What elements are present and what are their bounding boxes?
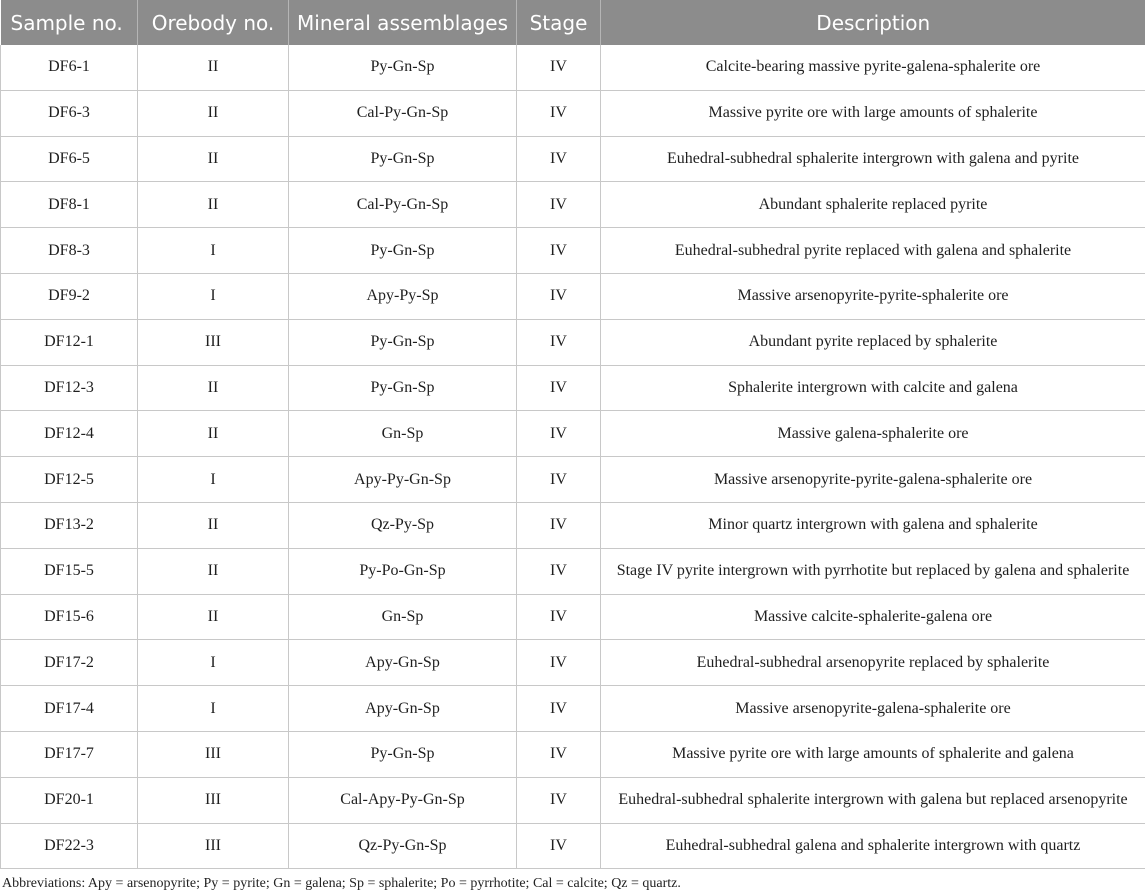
cell-sample-no: DF8-3 [1, 228, 138, 274]
cell-stage: IV [517, 548, 601, 594]
cell-sample-no: DF9-2 [1, 273, 138, 319]
cell-stage: IV [517, 228, 601, 274]
cell-stage: IV [517, 182, 601, 228]
cell-stage: IV [517, 90, 601, 136]
cell-orebody-no: III [138, 319, 289, 365]
cell-description: Massive galena-sphalerite ore [601, 411, 1145, 457]
cell-description: Stage IV pyrite intergrown with pyrrhotite but replaced by galena and sphalerite [601, 548, 1145, 594]
table-row [1, 502, 1145, 548]
cell-stage: IV [517, 45, 601, 90]
table-row [1, 548, 1145, 594]
cell-orebody-no: II [138, 182, 289, 228]
cell-mineral-assemblages: Gn-Sp [289, 594, 517, 640]
cell-stage: IV [517, 273, 601, 319]
cell-sample-no: DF15-6 [1, 594, 138, 640]
cell-stage: IV [517, 731, 601, 777]
cell-stage: IV [517, 319, 601, 365]
cell-description: Massive arsenopyrite-galena-sphalerite ore [601, 686, 1145, 732]
cell-description: Euhedral-subhedral galena and sphalerite intergrown with quartz [601, 823, 1145, 869]
cell-stage: IV [517, 365, 601, 411]
cell-description: Minor quartz intergrown with galena and sphalerite [601, 502, 1145, 548]
cell-sample-no: DF6-3 [1, 90, 138, 136]
table-row [1, 823, 1145, 869]
table-row [1, 365, 1145, 411]
cell-stage: IV [517, 411, 601, 457]
cell-description: Euhedral-subhedral sphalerite intergrown with galena and pyrite [601, 136, 1145, 182]
table-row [1, 594, 1145, 640]
cell-sample-no: DF6-5 [1, 136, 138, 182]
cell-sample-no: DF12-3 [1, 365, 138, 411]
cell-orebody-no: I [138, 228, 289, 274]
cell-orebody-no: III [138, 823, 289, 869]
cell-description: Massive pyrite ore with large amounts of sphalerite and galena [601, 731, 1145, 777]
cell-mineral-assemblages: Qz-Py-Sp [289, 502, 517, 548]
cell-mineral-assemblages: Py-Gn-Sp [289, 365, 517, 411]
cell-description: Sphalerite intergrown with calcite and galena [601, 365, 1145, 411]
cell-mineral-assemblages: Py-Gn-Sp [289, 45, 517, 90]
table-row [1, 731, 1145, 777]
table-row [1, 45, 1145, 90]
cell-orebody-no: II [138, 90, 289, 136]
cell-orebody-no: I [138, 273, 289, 319]
cell-stage: IV [517, 777, 601, 823]
cell-sample-no: DF17-4 [1, 686, 138, 732]
cell-mineral-assemblages: Cal-Apy-Py-Gn-Sp [289, 777, 517, 823]
cell-mineral-assemblages: Py-Gn-Sp [289, 319, 517, 365]
cell-orebody-no: II [138, 502, 289, 548]
cell-description: Euhedral-subhedral arsenopyrite replaced by sphalerite [601, 640, 1145, 686]
cell-sample-no: DF13-2 [1, 502, 138, 548]
table-row [1, 411, 1145, 457]
cell-orebody-no: I [138, 640, 289, 686]
cell-sample-no: DF8-1 [1, 182, 138, 228]
cell-description: Abundant sphalerite replaced pyrite [601, 182, 1145, 228]
cell-orebody-no: II [138, 594, 289, 640]
header-sample-no: Sample no. [1, 0, 138, 45]
cell-orebody-no: I [138, 457, 289, 503]
cell-mineral-assemblages: Cal-Py-Gn-Sp [289, 182, 517, 228]
abbreviations-footnote: Abbreviations: Apy = arsenopyrite; Py = pyrite; Gn = galena; Sp = sphalerite; Po = pyrrhotite; Cal = calcite; Qz = quartz. [2, 876, 681, 891]
cell-description: Massive calcite-sphalerite-galena ore [601, 594, 1145, 640]
cell-stage: IV [517, 823, 601, 869]
cell-sample-no: DF12-4 [1, 411, 138, 457]
cell-description: Euhedral-subhedral sphalerite intergrown with galena but replaced arsenopyrite [601, 777, 1145, 823]
cell-mineral-assemblages: Apy-Gn-Sp [289, 640, 517, 686]
cell-sample-no: DF15-5 [1, 548, 138, 594]
cell-sample-no: DF12-1 [1, 319, 138, 365]
cell-mineral-assemblages: Cal-Py-Gn-Sp [289, 90, 517, 136]
cell-sample-no: DF17-2 [1, 640, 138, 686]
cell-orebody-no: II [138, 365, 289, 411]
cell-description: Abundant pyrite replaced by sphalerite [601, 319, 1145, 365]
cell-mineral-assemblages: Gn-Sp [289, 411, 517, 457]
header-mineral-assemblages: Mineral assemblages [289, 0, 517, 45]
table-row [1, 686, 1145, 732]
cell-sample-no: DF17-7 [1, 731, 138, 777]
cell-sample-no: DF22-3 [1, 823, 138, 869]
cell-description: Euhedral-subhedral pyrite replaced with galena and sphalerite [601, 228, 1145, 274]
header-orebody-no: Orebody no. [138, 0, 289, 45]
table-row [1, 136, 1145, 182]
cell-description: Massive pyrite ore with large amounts of sphalerite [601, 90, 1145, 136]
cell-mineral-assemblages: Apy-Gn-Sp [289, 686, 517, 732]
cell-description: Massive arsenopyrite-pyrite-galena-sphalerite ore [601, 457, 1145, 503]
cell-stage: IV [517, 686, 601, 732]
table-row [1, 640, 1145, 686]
cell-stage: IV [517, 136, 601, 182]
header-description: Description [601, 0, 1145, 45]
cell-orebody-no: II [138, 136, 289, 182]
cell-mineral-assemblages: Py-Po-Gn-Sp [289, 548, 517, 594]
cell-sample-no: DF12-5 [1, 457, 138, 503]
table-row [1, 457, 1145, 503]
table-row [1, 90, 1145, 136]
cell-stage: IV [517, 502, 601, 548]
table-row [1, 319, 1145, 365]
cell-mineral-assemblages: Py-Gn-Sp [289, 136, 517, 182]
cell-orebody-no: I [138, 686, 289, 732]
table-row [1, 182, 1145, 228]
cell-mineral-assemblages: Py-Gn-Sp [289, 228, 517, 274]
header-stage: Stage [517, 0, 601, 45]
cell-orebody-no: III [138, 731, 289, 777]
cell-stage: IV [517, 640, 601, 686]
cell-mineral-assemblages: Qz-Py-Gn-Sp [289, 823, 517, 869]
table-row [1, 777, 1145, 823]
cell-description: Massive arsenopyrite-pyrite-sphalerite ore [601, 273, 1145, 319]
table-row [1, 228, 1145, 274]
cell-orebody-no: II [138, 45, 289, 90]
cell-sample-no: DF20-1 [1, 777, 138, 823]
cell-mineral-assemblages: Py-Gn-Sp [289, 731, 517, 777]
cell-mineral-assemblages: Apy-Py-Sp [289, 273, 517, 319]
cell-orebody-no: III [138, 777, 289, 823]
table-header-row [1, 0, 1145, 45]
cell-orebody-no: II [138, 411, 289, 457]
cell-sample-no: DF6-1 [1, 45, 138, 90]
cell-stage: IV [517, 457, 601, 503]
cell-orebody-no: II [138, 548, 289, 594]
cell-description: Calcite-bearing massive pyrite-galena-sphalerite ore [601, 45, 1145, 90]
cell-stage: IV [517, 594, 601, 640]
table-row [1, 273, 1145, 319]
cell-mineral-assemblages: Apy-Py-Gn-Sp [289, 457, 517, 503]
